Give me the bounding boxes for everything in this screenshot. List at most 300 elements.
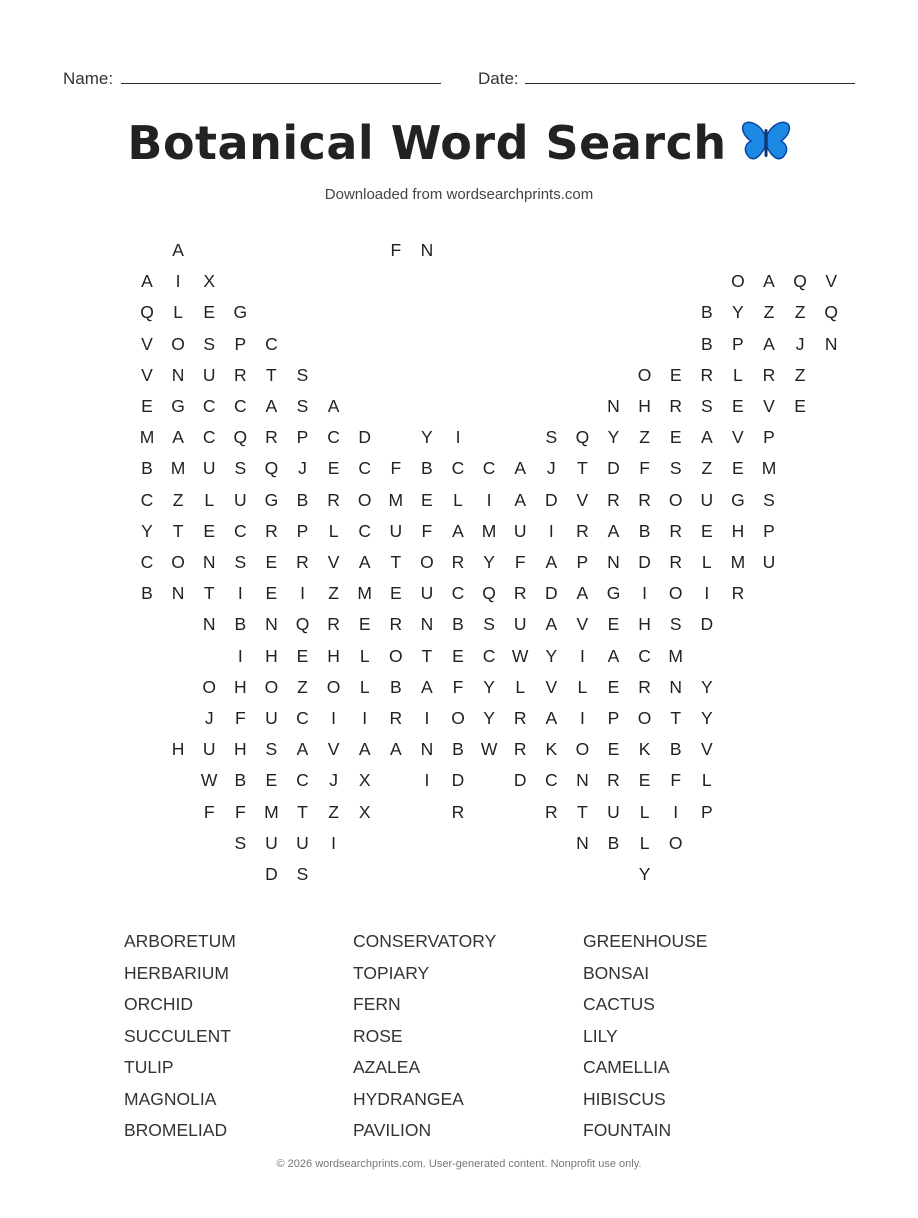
- grid-letter[interactable]: H: [327, 645, 340, 666]
- grid-letter[interactable]: T: [266, 364, 277, 385]
- grid-letter[interactable]: F: [670, 770, 682, 791]
- grid-letter[interactable]: V: [576, 489, 589, 510]
- grid-letter[interactable]: A: [296, 739, 309, 760]
- grid-letter[interactable]: Z: [297, 676, 308, 697]
- grid-letter[interactable]: L: [359, 645, 370, 666]
- grid-letter[interactable]: A: [607, 645, 620, 666]
- grid-letter[interactable]: S: [763, 489, 775, 510]
- grid-letter[interactable]: S: [700, 396, 713, 416]
- grid-letter[interactable]: U: [296, 832, 309, 853]
- grid-letter[interactable]: Y: [638, 864, 651, 884]
- grid-letter[interactable]: C: [358, 520, 371, 541]
- grid-letter[interactable]: C: [327, 427, 340, 448]
- grid-letter[interactable]: M: [139, 427, 155, 448]
- grid-letter[interactable]: A: [358, 552, 371, 572]
- grid-letter[interactable]: N: [420, 739, 434, 760]
- grid-letter[interactable]: G: [264, 489, 279, 510]
- grid-letter[interactable]: Z: [328, 583, 339, 604]
- grid-letter[interactable]: Y: [483, 552, 495, 572]
- grid-letter[interactable]: Y: [700, 676, 713, 697]
- grid-letter[interactable]: R: [607, 489, 620, 510]
- grid-letter[interactable]: C: [140, 552, 154, 572]
- grid-letter[interactable]: L: [639, 832, 650, 853]
- grid-letter[interactable]: D: [451, 770, 465, 791]
- grid-letter[interactable]: L: [701, 552, 712, 572]
- grid-letter[interactable]: R: [762, 364, 776, 385]
- grid-letter[interactable]: Y: [483, 708, 495, 728]
- grid-letter[interactable]: G: [233, 302, 248, 323]
- grid-letter[interactable]: M: [761, 458, 777, 479]
- grid-letter[interactable]: E: [203, 302, 216, 323]
- grid-letter[interactable]: R: [296, 552, 309, 572]
- grid-letter[interactable]: J: [329, 770, 338, 791]
- grid-letter[interactable]: M: [481, 520, 497, 541]
- grid-letter[interactable]: E: [296, 645, 309, 666]
- grid-letter[interactable]: S: [265, 739, 278, 760]
- grid-letter[interactable]: C: [265, 333, 278, 354]
- grid-letter[interactable]: G: [731, 489, 745, 510]
- grid-letter[interactable]: H: [233, 676, 247, 697]
- grid-letter[interactable]: R: [576, 520, 589, 541]
- grid-letter[interactable]: B: [389, 676, 402, 697]
- grid-letter[interactable]: D: [607, 458, 620, 479]
- grid-letter[interactable]: I: [704, 583, 710, 604]
- grid-letter[interactable]: S: [296, 364, 309, 385]
- grid-letter[interactable]: I: [579, 645, 585, 666]
- grid-letter[interactable]: I: [486, 489, 492, 510]
- grid-letter[interactable]: Q: [575, 427, 590, 448]
- grid-letter[interactable]: A: [763, 333, 775, 354]
- grid-letter[interactable]: F: [421, 520, 433, 541]
- grid-letter[interactable]: Z: [794, 364, 806, 385]
- grid-letter[interactable]: N: [576, 832, 589, 853]
- grid-letter[interactable]: T: [577, 801, 588, 822]
- grid-letter[interactable]: D: [544, 583, 558, 604]
- grid-letter[interactable]: C: [296, 708, 309, 728]
- grid-letter[interactable]: V: [327, 552, 340, 572]
- grid-letter[interactable]: A: [327, 396, 340, 416]
- grid-letter[interactable]: E: [203, 520, 216, 541]
- grid-letter[interactable]: Z: [701, 458, 713, 479]
- grid-letter[interactable]: O: [357, 489, 372, 510]
- grid-letter[interactable]: M: [264, 801, 279, 822]
- grid-letter[interactable]: I: [331, 832, 337, 853]
- grid-letter[interactable]: C: [358, 458, 371, 479]
- grid-letter[interactable]: R: [638, 489, 651, 510]
- grid-letter[interactable]: Y: [700, 708, 713, 728]
- grid-letter[interactable]: P: [700, 801, 713, 822]
- grid-letter[interactable]: I: [548, 520, 554, 541]
- grid-letter[interactable]: D: [638, 552, 651, 572]
- grid-letter[interactable]: Y: [607, 427, 620, 448]
- grid-letter[interactable]: V: [763, 396, 775, 416]
- grid-letter[interactable]: A: [265, 396, 278, 416]
- grid-letter[interactable]: E: [669, 364, 682, 385]
- grid-letter[interactable]: S: [234, 832, 247, 853]
- grid-letter[interactable]: U: [202, 364, 216, 385]
- grid-letter[interactable]: O: [637, 708, 652, 728]
- grid-letter[interactable]: X: [203, 271, 216, 292]
- grid-letter[interactable]: E: [141, 396, 153, 416]
- grid-letter[interactable]: V: [732, 427, 744, 448]
- grid-letter[interactable]: F: [639, 458, 650, 479]
- grid-letter[interactable]: C: [482, 645, 496, 666]
- grid-letter[interactable]: D: [544, 489, 558, 510]
- grid-letter[interactable]: Y: [141, 520, 153, 541]
- grid-letter[interactable]: U: [700, 489, 714, 510]
- grid-letter[interactable]: B: [700, 302, 713, 323]
- grid-letter[interactable]: U: [265, 832, 278, 853]
- grid-letter[interactable]: F: [390, 458, 402, 479]
- grid-letter[interactable]: S: [296, 864, 309, 884]
- grid-letter[interactable]: A: [700, 427, 713, 448]
- grid-letter[interactable]: J: [795, 333, 805, 354]
- grid-letter[interactable]: F: [452, 676, 464, 697]
- grid-letter[interactable]: L: [173, 302, 183, 323]
- grid-letter[interactable]: I: [579, 708, 585, 728]
- grid-letter[interactable]: V: [545, 676, 558, 697]
- grid-letter[interactable]: D: [700, 614, 714, 635]
- grid-letter[interactable]: B: [296, 489, 309, 510]
- grid-letter[interactable]: R: [544, 801, 558, 822]
- grid-letter[interactable]: N: [669, 676, 682, 697]
- grid-letter[interactable]: G: [171, 396, 185, 416]
- grid-letter[interactable]: O: [451, 708, 465, 728]
- grid-letter[interactable]: V: [141, 364, 153, 385]
- grid-letter[interactable]: E: [358, 614, 371, 635]
- grid-letter[interactable]: W: [511, 645, 529, 666]
- grid-letter[interactable]: D: [265, 864, 278, 884]
- grid-letter[interactable]: E: [607, 739, 620, 760]
- grid-letter[interactable]: Q: [140, 302, 154, 323]
- grid-letter[interactable]: O: [668, 832, 683, 853]
- grid-letter[interactable]: T: [670, 708, 682, 728]
- grid-letter[interactable]: P: [296, 520, 309, 541]
- grid-letter[interactable]: T: [577, 458, 588, 479]
- grid-letter[interactable]: F: [203, 801, 215, 822]
- grid-letter[interactable]: R: [607, 770, 620, 791]
- grid-letter[interactable]: R: [451, 801, 465, 822]
- grid-letter[interactable]: R: [389, 614, 403, 635]
- grid-letter[interactable]: E: [607, 676, 620, 697]
- grid-letter[interactable]: A: [545, 614, 558, 635]
- grid-letter[interactable]: H: [731, 520, 745, 541]
- grid-letter[interactable]: P: [732, 333, 744, 354]
- grid-letter[interactable]: I: [455, 427, 461, 448]
- grid-letter[interactable]: A: [172, 427, 184, 448]
- grid-letter[interactable]: A: [763, 271, 775, 292]
- grid-letter[interactable]: Q: [233, 427, 248, 448]
- grid-letter[interactable]: C: [140, 489, 154, 510]
- grid-letter[interactable]: B: [700, 333, 713, 354]
- grid-letter[interactable]: M: [170, 458, 186, 479]
- grid-letter[interactable]: U: [762, 552, 776, 572]
- grid-letter[interactable]: R: [233, 364, 247, 385]
- grid-letter[interactable]: N: [576, 770, 589, 791]
- grid-letter[interactable]: A: [141, 271, 153, 292]
- grid-letter[interactable]: Q: [824, 302, 838, 323]
- grid-letter[interactable]: C: [638, 645, 651, 666]
- grid-letter[interactable]: O: [731, 271, 745, 292]
- grid-letter[interactable]: O: [637, 364, 652, 385]
- grid-letter[interactable]: Z: [328, 801, 339, 822]
- grid-letter[interactable]: K: [545, 739, 558, 760]
- grid-letter[interactable]: T: [421, 645, 433, 666]
- grid-letter[interactable]: B: [607, 832, 620, 853]
- grid-letter[interactable]: L: [639, 801, 650, 822]
- grid-letter[interactable]: L: [359, 676, 370, 697]
- grid-letter[interactable]: N: [202, 552, 216, 572]
- grid-letter[interactable]: I: [237, 645, 243, 666]
- grid-letter[interactable]: A: [389, 739, 402, 760]
- grid-letter[interactable]: C: [451, 583, 465, 604]
- grid-letter[interactable]: X: [358, 770, 371, 791]
- grid-letter[interactable]: R: [669, 396, 682, 416]
- grid-letter[interactable]: S: [669, 458, 682, 479]
- grid-letter[interactable]: A: [545, 708, 558, 728]
- grid-letter[interactable]: E: [265, 583, 278, 604]
- grid-letter[interactable]: E: [421, 489, 433, 510]
- grid-letter[interactable]: Y: [421, 427, 433, 448]
- grid-letter[interactable]: J: [204, 708, 214, 728]
- grid-letter[interactable]: I: [362, 708, 368, 728]
- grid-letter[interactable]: Q: [264, 458, 279, 479]
- grid-letter[interactable]: M: [668, 645, 683, 666]
- grid-letter[interactable]: L: [453, 489, 463, 510]
- grid-letter[interactable]: S: [234, 552, 247, 572]
- grid-letter[interactable]: V: [700, 739, 713, 760]
- grid-letter[interactable]: H: [638, 614, 651, 635]
- grid-letter[interactable]: U: [202, 739, 216, 760]
- grid-letter[interactable]: R: [669, 552, 682, 572]
- grid-letter[interactable]: X: [358, 801, 371, 822]
- grid-letter[interactable]: A: [545, 552, 558, 572]
- grid-letter[interactable]: B: [452, 739, 464, 760]
- grid-letter[interactable]: L: [328, 520, 339, 541]
- grid-letter[interactable]: V: [327, 739, 340, 760]
- grid-letter[interactable]: J: [546, 458, 556, 479]
- grid-letter[interactable]: A: [421, 676, 433, 697]
- grid-letter[interactable]: G: [606, 583, 621, 604]
- grid-letter[interactable]: W: [200, 770, 218, 791]
- grid-letter[interactable]: S: [483, 614, 495, 635]
- grid-letter[interactable]: U: [389, 520, 403, 541]
- grid-letter[interactable]: R: [265, 520, 278, 541]
- grid-letter[interactable]: U: [513, 520, 527, 541]
- grid-letter[interactable]: L: [577, 676, 588, 697]
- grid-letter[interactable]: R: [638, 676, 651, 697]
- grid-letter[interactable]: B: [452, 614, 464, 635]
- grid-letter[interactable]: U: [233, 489, 247, 510]
- grid-letter[interactable]: R: [327, 489, 340, 510]
- grid-letter[interactable]: H: [171, 739, 185, 760]
- grid-letter[interactable]: S: [203, 333, 216, 354]
- grid-letter[interactable]: U: [420, 583, 434, 604]
- grid-letter[interactable]: O: [668, 489, 683, 510]
- grid-letter[interactable]: B: [141, 458, 153, 479]
- grid-letter[interactable]: C: [202, 396, 216, 416]
- grid-letter[interactable]: O: [171, 333, 185, 354]
- grid-letter[interactable]: C: [202, 427, 216, 448]
- grid-letter[interactable]: N: [607, 552, 620, 572]
- grid-letter[interactable]: R: [265, 427, 278, 448]
- grid-letter[interactable]: I: [237, 583, 243, 604]
- grid-letter[interactable]: R: [513, 708, 527, 728]
- grid-letter[interactable]: N: [420, 240, 434, 260]
- grid-letter[interactable]: E: [638, 770, 651, 791]
- grid-letter[interactable]: Q: [482, 583, 496, 604]
- grid-letter[interactable]: R: [451, 552, 465, 572]
- grid-letter[interactable]: P: [763, 427, 775, 448]
- grid-letter[interactable]: O: [668, 583, 683, 604]
- grid-letter[interactable]: H: [265, 645, 278, 666]
- grid-letter[interactable]: C: [233, 520, 247, 541]
- grid-letter[interactable]: A: [607, 520, 620, 541]
- grid-letter[interactable]: U: [607, 801, 620, 822]
- grid-letter[interactable]: V: [141, 333, 153, 354]
- grid-letter[interactable]: O: [388, 645, 403, 666]
- grid-letter[interactable]: I: [424, 770, 430, 791]
- grid-letter[interactable]: O: [264, 676, 279, 697]
- grid-letter[interactable]: U: [202, 458, 216, 479]
- grid-letter[interactable]: E: [265, 552, 278, 572]
- grid-letter[interactable]: O: [575, 739, 590, 760]
- grid-letter[interactable]: I: [642, 583, 648, 604]
- grid-letter[interactable]: P: [296, 427, 309, 448]
- grid-letter[interactable]: A: [514, 458, 527, 479]
- grid-letter[interactable]: S: [296, 396, 309, 416]
- grid-letter[interactable]: S: [669, 614, 682, 635]
- grid-letter[interactable]: L: [701, 770, 712, 791]
- grid-letter[interactable]: B: [234, 770, 247, 791]
- grid-letter[interactable]: N: [420, 614, 434, 635]
- grid-letter[interactable]: L: [204, 489, 215, 510]
- grid-letter[interactable]: B: [234, 614, 247, 635]
- grid-letter[interactable]: M: [388, 489, 404, 510]
- grid-letter[interactable]: O: [171, 552, 185, 572]
- grid-letter[interactable]: R: [669, 520, 682, 541]
- grid-letter[interactable]: M: [357, 583, 372, 604]
- grid-letter[interactable]: A: [358, 739, 371, 760]
- grid-letter[interactable]: R: [389, 708, 403, 728]
- grid-letter[interactable]: E: [700, 520, 713, 541]
- grid-letter[interactable]: A: [514, 489, 527, 510]
- grid-letter[interactable]: O: [420, 552, 434, 572]
- grid-letter[interactable]: C: [451, 458, 465, 479]
- grid-letter[interactable]: Z: [172, 489, 184, 510]
- grid-letter[interactable]: I: [331, 708, 337, 728]
- grid-letter[interactable]: F: [390, 240, 402, 260]
- grid-letter[interactable]: Q: [793, 271, 807, 292]
- grid-letter[interactable]: I: [424, 708, 430, 728]
- grid-letter[interactable]: Y: [732, 302, 744, 323]
- grid-letter[interactable]: E: [265, 770, 278, 791]
- grid-letter[interactable]: A: [452, 520, 464, 541]
- grid-letter[interactable]: Y: [545, 645, 558, 666]
- grid-letter[interactable]: R: [700, 364, 714, 385]
- grid-letter[interactable]: E: [794, 396, 806, 416]
- grid-letter[interactable]: W: [480, 739, 498, 760]
- grid-letter[interactable]: E: [669, 427, 682, 448]
- grid-letter[interactable]: L: [733, 364, 743, 385]
- grid-letter[interactable]: N: [202, 614, 216, 635]
- grid-letter[interactable]: S: [545, 427, 558, 448]
- grid-letter[interactable]: B: [421, 458, 433, 479]
- grid-letter[interactable]: B: [638, 520, 651, 541]
- grid-letter[interactable]: C: [233, 396, 247, 416]
- grid-letter[interactable]: A: [172, 240, 184, 260]
- grid-letter[interactable]: E: [732, 396, 744, 416]
- grid-letter[interactable]: Z: [639, 427, 650, 448]
- grid-letter[interactable]: T: [203, 583, 215, 604]
- grid-letter[interactable]: P: [763, 520, 775, 541]
- grid-letter[interactable]: T: [297, 801, 308, 822]
- grid-letter[interactable]: K: [638, 739, 651, 760]
- grid-letter[interactable]: R: [513, 583, 527, 604]
- grid-letter[interactable]: M: [730, 552, 746, 572]
- grid-letter[interactable]: V: [825, 271, 838, 292]
- grid-letter[interactable]: D: [358, 427, 371, 448]
- grid-letter[interactable]: T: [172, 520, 184, 541]
- grid-letter[interactable]: Z: [794, 302, 806, 323]
- grid-letter[interactable]: Q: [295, 614, 310, 635]
- grid-letter[interactable]: F: [234, 708, 246, 728]
- grid-letter[interactable]: C: [544, 770, 558, 791]
- grid-letter[interactable]: N: [171, 364, 185, 385]
- grid-letter[interactable]: H: [638, 396, 651, 416]
- grid-letter[interactable]: I: [673, 801, 679, 822]
- grid-letter[interactable]: D: [513, 770, 527, 791]
- grid-letter[interactable]: N: [171, 583, 185, 604]
- grid-letter[interactable]: R: [513, 739, 527, 760]
- grid-letter[interactable]: S: [234, 458, 247, 479]
- grid-letter[interactable]: N: [607, 396, 620, 416]
- grid-letter[interactable]: N: [265, 614, 278, 635]
- grid-letter[interactable]: V: [576, 614, 589, 635]
- grid-letter[interactable]: H: [233, 739, 247, 760]
- grid-letter[interactable]: C: [482, 458, 496, 479]
- grid-letter[interactable]: I: [300, 583, 305, 604]
- grid-letter[interactable]: E: [607, 614, 620, 635]
- grid-letter[interactable]: B: [669, 739, 682, 760]
- grid-letter[interactable]: O: [202, 676, 216, 697]
- grid-letter[interactable]: P: [607, 708, 620, 728]
- grid-letter[interactable]: P: [576, 552, 589, 572]
- grid-letter[interactable]: U: [265, 708, 278, 728]
- grid-letter[interactable]: E: [327, 458, 340, 479]
- grid-letter[interactable]: Y: [483, 676, 495, 697]
- grid-letter[interactable]: B: [141, 583, 153, 604]
- grid-letter[interactable]: Z: [763, 302, 775, 323]
- grid-letter[interactable]: I: [175, 271, 181, 292]
- grid-letter[interactable]: E: [389, 583, 402, 604]
- grid-letter[interactable]: P: [234, 333, 247, 354]
- grid-letter[interactable]: F: [234, 801, 246, 822]
- grid-letter[interactable]: J: [298, 458, 307, 479]
- grid-letter[interactable]: E: [732, 458, 744, 479]
- grid-letter[interactable]: A: [576, 583, 589, 604]
- grid-letter[interactable]: C: [296, 770, 309, 791]
- grid-letter[interactable]: R: [731, 583, 745, 604]
- grid-letter[interactable]: R: [327, 614, 340, 635]
- grid-letter[interactable]: O: [326, 676, 341, 697]
- grid-letter[interactable]: E: [452, 645, 464, 666]
- grid-letter[interactable]: U: [513, 614, 527, 635]
- grid-letter[interactable]: N: [824, 333, 838, 354]
- grid-letter[interactable]: T: [390, 552, 402, 572]
- grid-letter[interactable]: L: [515, 676, 526, 697]
- grid-letter[interactable]: F: [514, 552, 526, 572]
